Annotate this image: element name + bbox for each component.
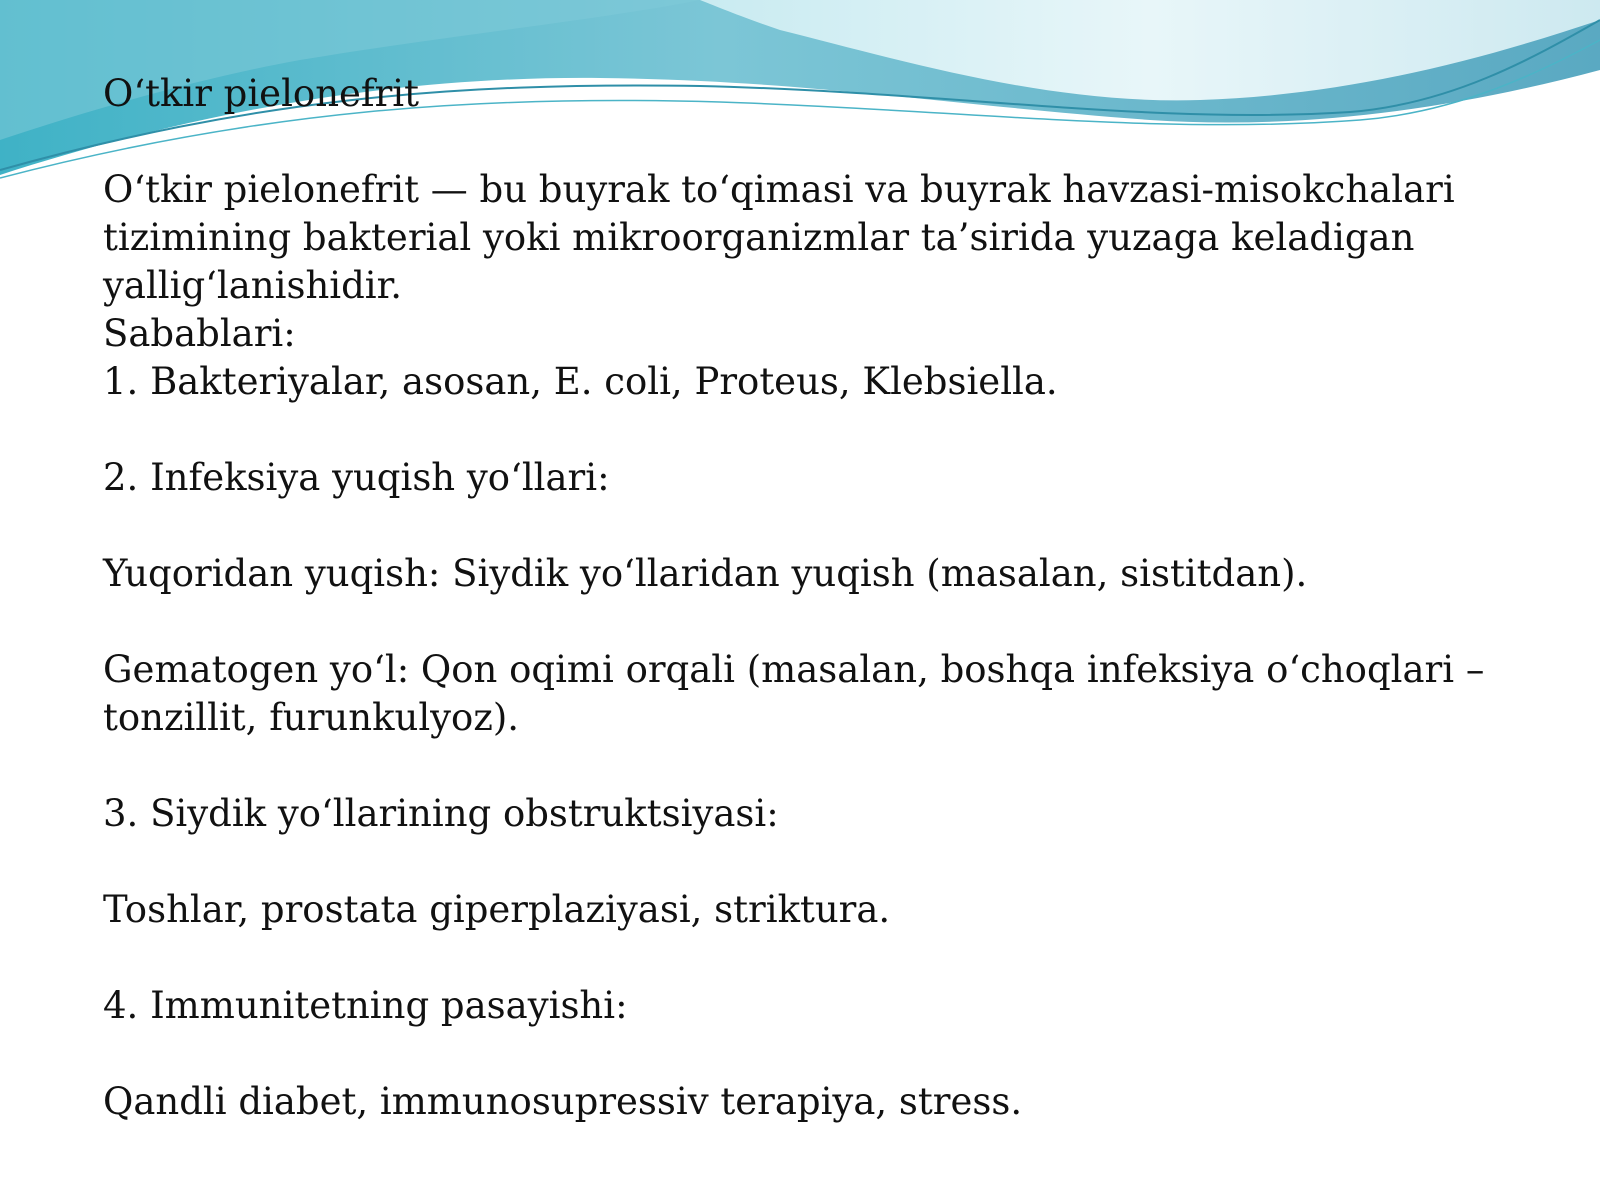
cause-2-ascending: Yuqoridan yuqish: Siydik yo‘llaridan yuqish (masalan, sistitdan). <box>103 552 1308 595</box>
cause-2-hematogenous: Gematogen yo‘l: Qon oqimi orqali (masalan, boshqa infeksiya o‘choqlari – tonzillit, furunkulyoz). <box>103 648 1497 739</box>
cause-4-heading: 4. Immunitetning pasayishi: <box>103 984 628 1027</box>
cause-4-detail: Qandli diabet, immunosupressiv terapiya, stress. <box>103 1080 1023 1123</box>
spacer <box>103 118 1543 166</box>
spacer <box>103 934 1543 982</box>
spacer <box>103 406 1543 454</box>
cause-3-heading: 3. Siydik yo‘llarining obstruktsiyasi: <box>103 792 779 835</box>
cause-3-detail: Toshlar, prostata giperplaziyasi, striktura. <box>103 888 891 931</box>
cause-2-heading: 2. Infeksiya yuqish yo‘llari: <box>103 456 610 499</box>
spacer <box>103 1030 1543 1078</box>
definition-text: O‘tkir pielonefrit — bu buyrak to‘qimasi va buyrak havzasi-misokchalari tizimining bakterial yoki mikroorganizmlar ta’sirida yuzaga keladigan yallig‘lanishidir. <box>103 168 1467 307</box>
causes-heading: Sabablari: <box>103 312 296 355</box>
spacer <box>103 502 1543 550</box>
cause-1: 1. Bakteriyalar, asosan, E. coli, Proteus, Klebsiella. <box>103 360 1058 403</box>
slide-title: O‘tkir pielonefrit <box>103 72 419 115</box>
spacer <box>103 838 1543 886</box>
spacer <box>103 742 1543 790</box>
spacer <box>103 598 1543 646</box>
slide-body <box>103 70 1543 1126</box>
